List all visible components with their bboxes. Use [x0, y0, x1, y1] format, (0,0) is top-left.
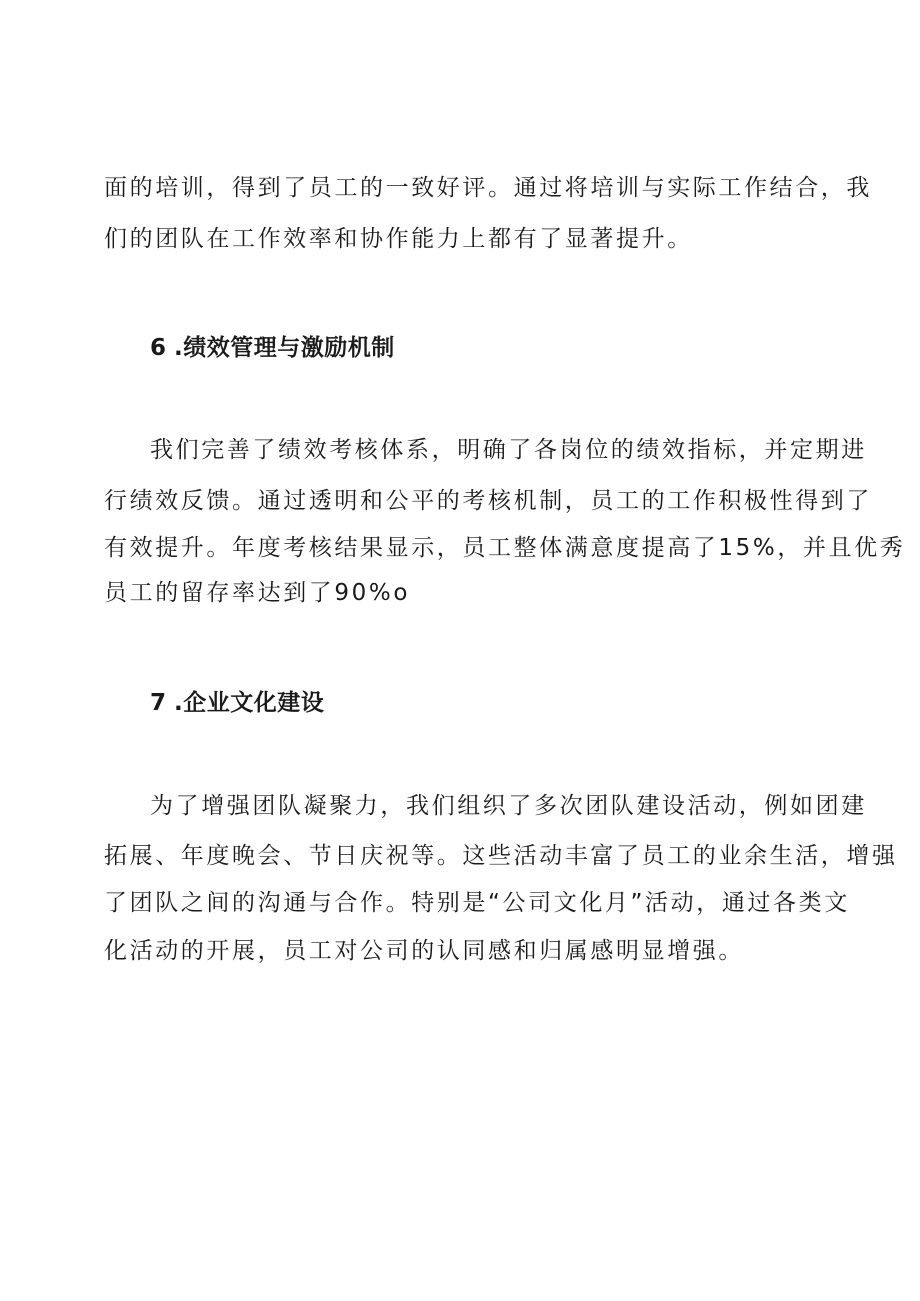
section-number: 6	[150, 335, 167, 361]
paragraph-line: 我们完善了绩效考核体系，明确了各岗位的绩效指标，并定期进	[150, 437, 867, 463]
paragraph-line: 有效提升。年度考核结果显示，员工整体满意度提高了15%，并且优秀	[104, 535, 906, 561]
paragraph-line: 为了增强团队凝聚力，我们组织了多次团队建设活动，例如团建	[150, 793, 867, 819]
paragraph-line: 化活动的开展，员工对公司的认同感和归属感明显增强。	[104, 938, 744, 964]
section-heading-6	[150, 333, 395, 363]
paragraph-line: 们的团队在工作效率和协作能力上都有了显著提升。	[104, 226, 693, 252]
paragraph-line: 员工的留存率达到了90%o	[104, 580, 410, 606]
section-number: 7	[150, 690, 167, 716]
paragraph-line: 行绩效反馈。通过透明和公平的考核机制，员工的工作积极性得到了	[104, 488, 872, 514]
section-title: .企业文化建设	[174, 690, 325, 716]
section-heading-7	[150, 688, 324, 718]
paragraph-line: 拓展、年度晚会、节日庆祝等。这些活动丰富了员工的业余生活，增强	[104, 843, 898, 869]
section-title: .绩效管理与激励机制	[174, 335, 395, 361]
paragraph-line: 了团队之间的沟通与合作。特别是“公司文化月”活动，通过各类文	[104, 890, 850, 916]
paragraph-line: 面的培训，得到了员工的一致好评。通过将培训与实际工作结合，我	[104, 175, 872, 201]
